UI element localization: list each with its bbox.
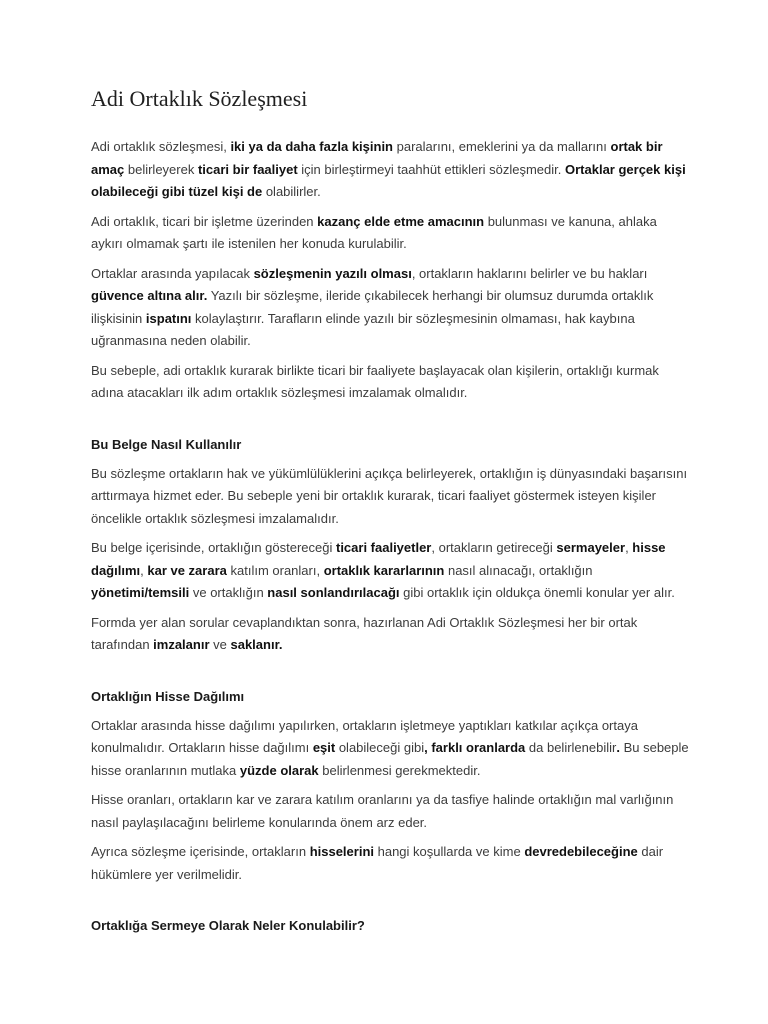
bold-text: nasıl sonlandırılacağı bbox=[267, 585, 400, 600]
bold-text: Ortaklar gerçek kişi olabileceği gibi tüzel kişi de bbox=[91, 161, 686, 199]
bold-text: ortaklık kararlarının bbox=[323, 562, 445, 578]
text-run: ve ortaklığın bbox=[189, 585, 268, 600]
text-run: Ayrıca sözleşme içerisinde, ortakların bbox=[91, 844, 310, 859]
bold-text: eşit bbox=[312, 740, 336, 755]
bold-text: sermayeler bbox=[556, 540, 626, 555]
bold-text: ortak bir amaç bbox=[91, 139, 663, 177]
bold-text: saklanır. bbox=[230, 637, 283, 652]
text-run: Bu belge içerisinde, ortaklığın göstereceği bbox=[91, 540, 336, 555]
text-run: nasıl alınacağı, ortaklığın bbox=[444, 562, 593, 578]
document-body bbox=[91, 136, 691, 937]
text-run: ve bbox=[209, 637, 231, 652]
text-run: Adi ortaklık, ticari bir işletme üzerinden bbox=[91, 213, 318, 229]
paragraph bbox=[91, 612, 691, 657]
paragraph bbox=[91, 360, 691, 405]
text-run: Ortaklar arasında hisse dağılımı yapılırken, ortakların işletmeye yaptıkları katkılar açıkça ortaya konulmalıdır. Ortakların hisse dağılımı bbox=[91, 717, 638, 755]
paragraph bbox=[91, 715, 691, 783]
paragraph bbox=[91, 463, 691, 531]
text-run: paralarını, emeklerini ya da mallarını bbox=[393, 139, 611, 154]
text-run: , ortakların getireceği bbox=[431, 540, 557, 555]
text-run: Bu sözleşme ortakların hak ve yükümlülüklerini açıkça belirleyerek, ortaklığın iş dünyasındaki başarısını arttırmaya hizmet eder. Bu sebeple yeni bir ortaklık kurarak, ticari faaliyet göstermek isteyen kişiler öncelikle ortaklık sözleşmesi imzalamalıdır. bbox=[91, 465, 688, 526]
section-heading: Ortaklığa Sermeye Olarak Neler Konulabilir? bbox=[91, 918, 365, 933]
bold-text: yönetimi/temsili bbox=[91, 585, 190, 600]
bold-text: ticari bir faaliyet bbox=[197, 161, 298, 177]
bold-text: imzalanır bbox=[153, 637, 210, 652]
text-run: olabileceği gibi bbox=[335, 740, 425, 755]
text-run: Bu sebeple, adi ortaklık kurarak birlikte ticari bir faaliyete başlayacak olan kişilerin, ortaklığı kurmak adına atacakları ilk adım ortaklık sözleşmesi imzalamak olmalıdır. bbox=[91, 362, 659, 400]
bold-text: hisselerini bbox=[309, 844, 374, 859]
document-page bbox=[91, 85, 691, 944]
text-run: bulunması ve kanuna, ahlaka aykırı olmamak şartı ile istenilen her konuda kurulabilir. bbox=[91, 213, 657, 251]
bold-text: kazanç elde etme amacının bbox=[317, 213, 485, 229]
paragraph bbox=[91, 136, 691, 204]
document-title: Adi Ortaklık Sözleşmesi bbox=[91, 86, 308, 111]
text-run: Hisse oranları, ortakların kar ve zarara katılım oranlarını ya da tasfiye halinde ortaklığın mal varlığının nasıl paylaşılacağını belirleme konularında önem arz eder. bbox=[91, 792, 674, 830]
text-run: Yazılı bir sözleşme, ileride çıkabilecek herhangi bir olumsuz durumda ortaklık ilişkisinin bbox=[91, 288, 654, 326]
text-run: katılım oranları, bbox=[226, 562, 324, 578]
text-run: kolaylaştırır. Tarafların elinde yazılı bir sözleşmesinin olmaması, hak kaybına uğranmasına neden olabilir. bbox=[91, 310, 635, 348]
bold-text: yüzde olarak bbox=[239, 762, 319, 778]
text-run: gibi ortaklık için oldukça önemli konular yer alır. bbox=[399, 585, 675, 600]
bold-text: ispatını bbox=[145, 310, 192, 326]
paragraph bbox=[91, 789, 691, 834]
text-run: belirlenmesi gerekmektedir. bbox=[318, 762, 481, 778]
section-heading: Bu Belge Nasıl Kullanılır bbox=[91, 436, 242, 452]
bold-text: güvence altına alır. bbox=[91, 288, 208, 303]
bold-text: sözleşmenin yazılı olması bbox=[253, 265, 412, 281]
bold-text: ticari faaliyetler bbox=[335, 540, 432, 555]
bold-text: iki ya da daha fazla kişinin bbox=[230, 139, 394, 154]
text-run: hangi koşullarda ve kime bbox=[374, 844, 525, 859]
text-run: için birleştirmeyi taahhüt ettikleri sözleşmedir. bbox=[297, 161, 565, 177]
text-run: belirleyerek bbox=[124, 161, 198, 177]
bold-text: . bbox=[616, 740, 620, 755]
paragraph bbox=[91, 263, 691, 353]
bold-text: , farklı oranlarda bbox=[424, 740, 526, 755]
text-run: , ortakların haklarını belirler ve bu hakları bbox=[411, 265, 648, 281]
text-run: da belirlenebilir bbox=[525, 740, 617, 755]
paragraph bbox=[91, 211, 691, 256]
section-heading: Ortaklığın Hisse Dağılımı bbox=[91, 688, 245, 704]
bold-text: hisse dağılımı bbox=[91, 540, 666, 578]
text-run: olabilirler. bbox=[262, 184, 321, 199]
paragraph bbox=[91, 537, 691, 605]
bold-text: devredebileceğine bbox=[524, 844, 638, 859]
text-run: , bbox=[140, 562, 148, 578]
bold-text: kar ve zarara bbox=[147, 562, 227, 578]
text-run: dair hükümlere yer verilmelidir. bbox=[91, 844, 664, 882]
text-run: Ortaklar arasında yapılacak bbox=[91, 265, 254, 281]
paragraph bbox=[91, 841, 691, 886]
text-run: Bu sebeple hisse oranlarının mutlaka bbox=[91, 740, 689, 778]
text-run: Adi ortaklık sözleşmesi, bbox=[91, 139, 231, 154]
text-run: , bbox=[625, 540, 633, 555]
text-run: Formda yer alan sorular cevaplandıktan sonra, hazırlanan Adi Ortaklık Sözleşmesi her bir ortak tarafından bbox=[91, 614, 638, 652]
